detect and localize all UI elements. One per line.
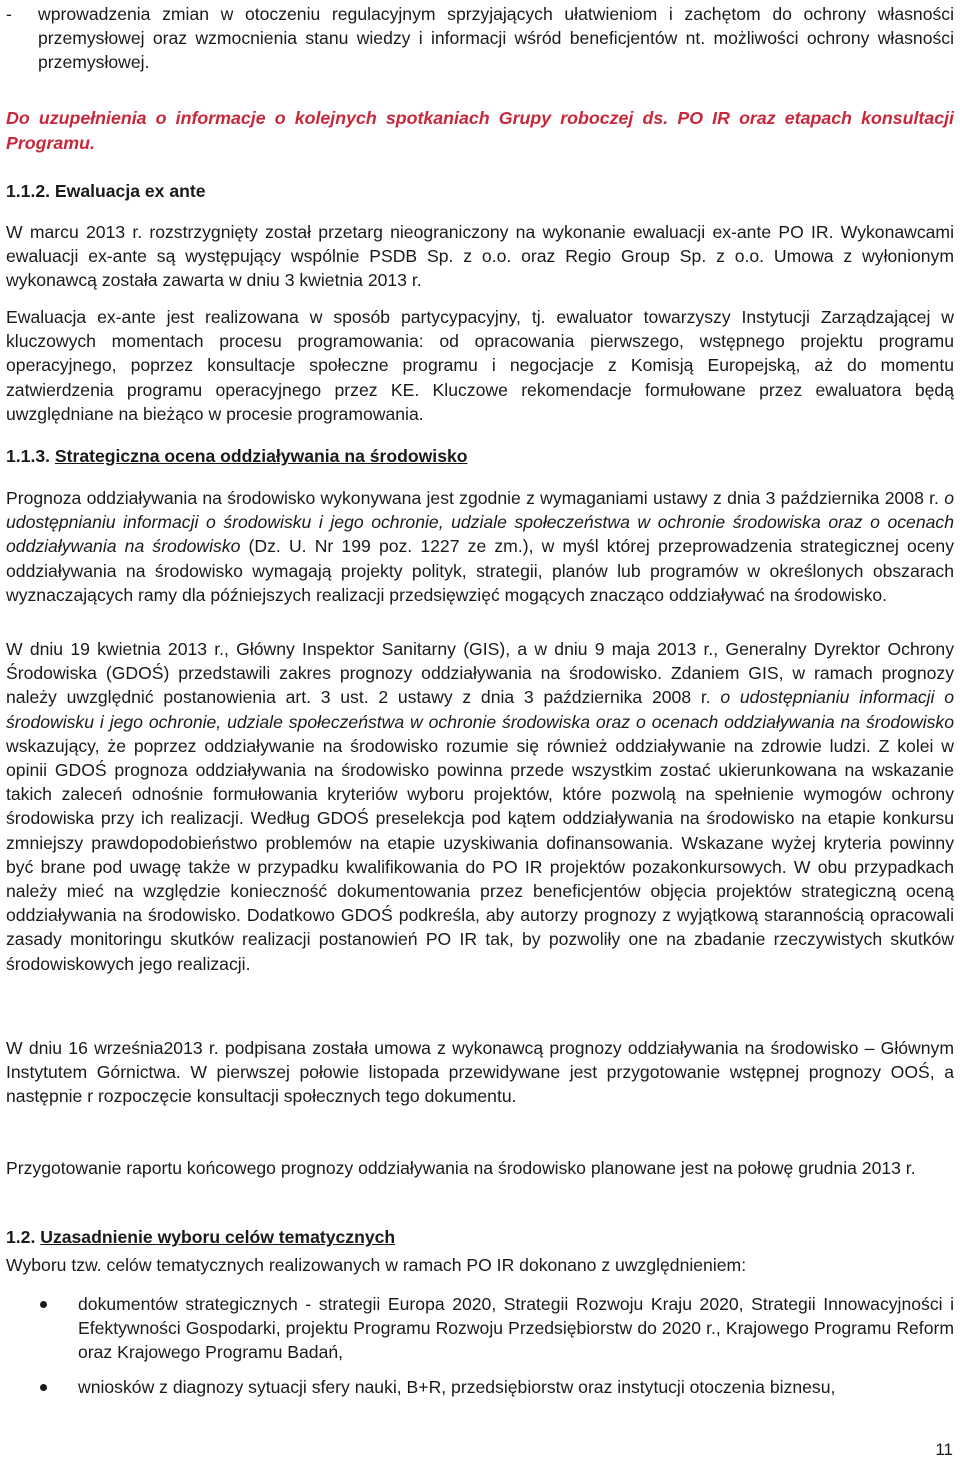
dash-marker: - (6, 4, 12, 24)
paragraph-gis-gdos-c: wskazujący, że poprzez oddziaływanie na środowisko rozumie się również oddziaływanie na zdrowie ludzi. Z kolei w opinii GDOŚ prognoza oddziaływania na środowisko powinna przede wszystkim zostać ukierunkowana na wskazanie takich zaleceń odnośnie formułowania kryteriów wyboru projektów, które pozwolą na spełnienie wymogów ochrony środowiska przy ich realizacji. Według GDOŚ preselekcja pod kątem oddziaływania na środowisko na etapie konkursu zmniejszy prawdopodobieństwo problemów na etapie uzyskiwania dofinansowania. Wskazane wyżej kryteria powinny być brane pod uwagę także w przypadku kwalifikowania do PO IR projektów pozakonkursowych. W obu przypadkach należy mieć na względzie konieczność dokumentowania przez beneficjentów objęcia projektów strategiczną oceną oddziaływania na środowisko. Dodatkowo GDOŚ podkreśla, aby autorzy prognozy z wyjątkową starannością opracowali zasady monitoringu skutków realizacji postanowień PO IR tak, by pozwoliły one na zbadanie rzeczywistych skutków środowiskowych jego realizacji. (6, 735, 954, 974)
heading-1-2-title: Uzasadnienie wyboru celów tematycznych (40, 1227, 396, 1247)
paragraph-gis-gdos-a: W dniu 19 kwietnia 2013 r., Główny Inspektor Sanitarny (GIS), a w dniu 9 maja 2013 r., Generalny Dyrektor Ochrony Środowiska (GDOŚ) przedstawili zakres prognozy oddziaływania na środowisko. Zdaniem GIS, w ramach prognozy należy uwzględnić postanowienia art. 3 ust. 2 ustawy z dnia 3 października 2008 r. (6, 639, 954, 708)
paragraph-ip-protection: wprowadzenia zmian w otoczeniu regulacyjnym sprzyjających ułatwieniom i zachętom do ochrony własności przemysłowej oraz wzmocnienia stanu wiedzy i informacji wśród beneficjentów nt. możliwości ochrony własności przemysłowej. (38, 4, 954, 73)
paragraph-thematic-objectives: Wyboru tzw. celów tematycznych realizowanych w ramach PO IR dokonano z uwzględnieniem: (6, 1255, 747, 1275)
paragraph-ex-ante-participatory: Ewaluacja ex-ante jest realizowana w sposób partycypacyjny, tj. ewaluator towarzyszy Instytucji Zarządzającej w kluczowych momentach procesu programowania: od opracowania pierwszego, wstępnego projektu programu operacyjnego, poprzez konsultacje społeczne programu i negocjacje z Komisją Europejską, aż do momentu zatwierdzenia programu operacyjnego przez KE. Kluczowe rekomendacje formułowane przez ewaluatora będą uwzględniane na bieżąco w procesie programowania. (6, 307, 954, 424)
page-number: 11 (935, 1440, 953, 1459)
bullet-text-strategic-documents: dokumentów strategicznych - strategii Europa 2020, Strategii Rozwoju Kraju 2020, Strategii Innowacyjności i Efektywności Gospodarki, projektu Programu Rozwoju Przedsiębiorstw do 2020 r., Krajowego Programu Reform oraz Krajowego Programu Badań, (78, 1294, 954, 1363)
paragraph-soos-law-a: Prognoza oddziaływania na środowisko wykonywana jest zgodnie z wymaganiami ustawy z dnia 3 października 2008 r. (6, 488, 945, 508)
bullet-item (6, 1375, 954, 1399)
bullet-item (6, 1292, 954, 1365)
bullet-text-diagnosis: wniosków z diagnozy sytuacji sfery nauki, B+R, przedsiębiorstw oraz instytucji otoczenia biznesu, (78, 1377, 836, 1397)
heading-1-1-3-number: 1.1.3. (6, 446, 55, 466)
law-title-italic: o udostępnianiu informacji o środowisku i jego ochronie, udziale społeczeństwa w ochronie środowiska oraz o ocenach oddziaływania na środowisko (6, 488, 954, 557)
heading-1-2 (6, 1225, 954, 1249)
paragraph-ex-ante-tender: W marcu 2013 r. rozstrzygnięty został przetarg nieograniczony na wykonanie ewaluacji ex-ante PO IR. Wykonawcami ewaluacji ex-ante są występujący wspólnie PSDB Sp. z o.o. oraz Regio Group Sp. z o.o. Umowa z wyłonionym wykonawcą została zawarta w dniu 3 kwietnia 2013 r. (6, 222, 954, 291)
editorial-note: Do uzupełnienia o informacje o kolejnych spotkaniach Grupy roboczej ds. PO IR oraz etapach konsultacji Programu. (6, 108, 954, 153)
paragraph-contract-signed: W dniu 16 września2013 r. podpisana została umowa z wykonawcą prognozy oddziaływania na środowisko – Głównym Instytutem Górnictwa. W pierwszej połowie listopada przewidywane jest przygotowanie wstępnej prognozy OOŚ, a następnie r rozpoczęcie konsultacji społecznych tego dokumentu. (6, 1038, 954, 1107)
heading-1-1-2: 1.1.2. Ewaluacja ex ante (6, 181, 206, 201)
heading-1-2-number: 1.2. (6, 1227, 41, 1247)
paragraph-soos-law-c: (Dz. U. Nr 199 poz. 1227 ze zm.), w myśl której przeprowadzenia strategicznej oceny oddziaływania na środowisko wymagają projekty polityk, strategii, planów lub programów w określonych obszarach wyznaczających ramy dla późniejszych realizacji przedsięwzięć mogących znacząco oddziaływać na środowisko. (6, 536, 954, 605)
paragraph-gis-gdos (6, 637, 954, 976)
bullet-dot (40, 1384, 47, 1391)
bullet-dot (40, 1301, 47, 1308)
heading-1-1-3 (6, 444, 954, 468)
paragraph-final-report: Przygotowanie raportu końcowego prognozy oddziaływania na środowisko planowane jest na połowę grudnia 2013 r. (6, 1158, 916, 1178)
dash-list-item (6, 2, 954, 75)
law-title-italic: o udostępnianiu informacji o środowisku i jego ochronie, udziale społeczeństwa w ochronie środowiska oraz o ocenach oddziaływania na środowisko (6, 687, 954, 732)
heading-1-1-3-title: Strategiczna ocena oddziaływania na środowisko (54, 446, 468, 466)
paragraph-soos-law (6, 486, 954, 607)
